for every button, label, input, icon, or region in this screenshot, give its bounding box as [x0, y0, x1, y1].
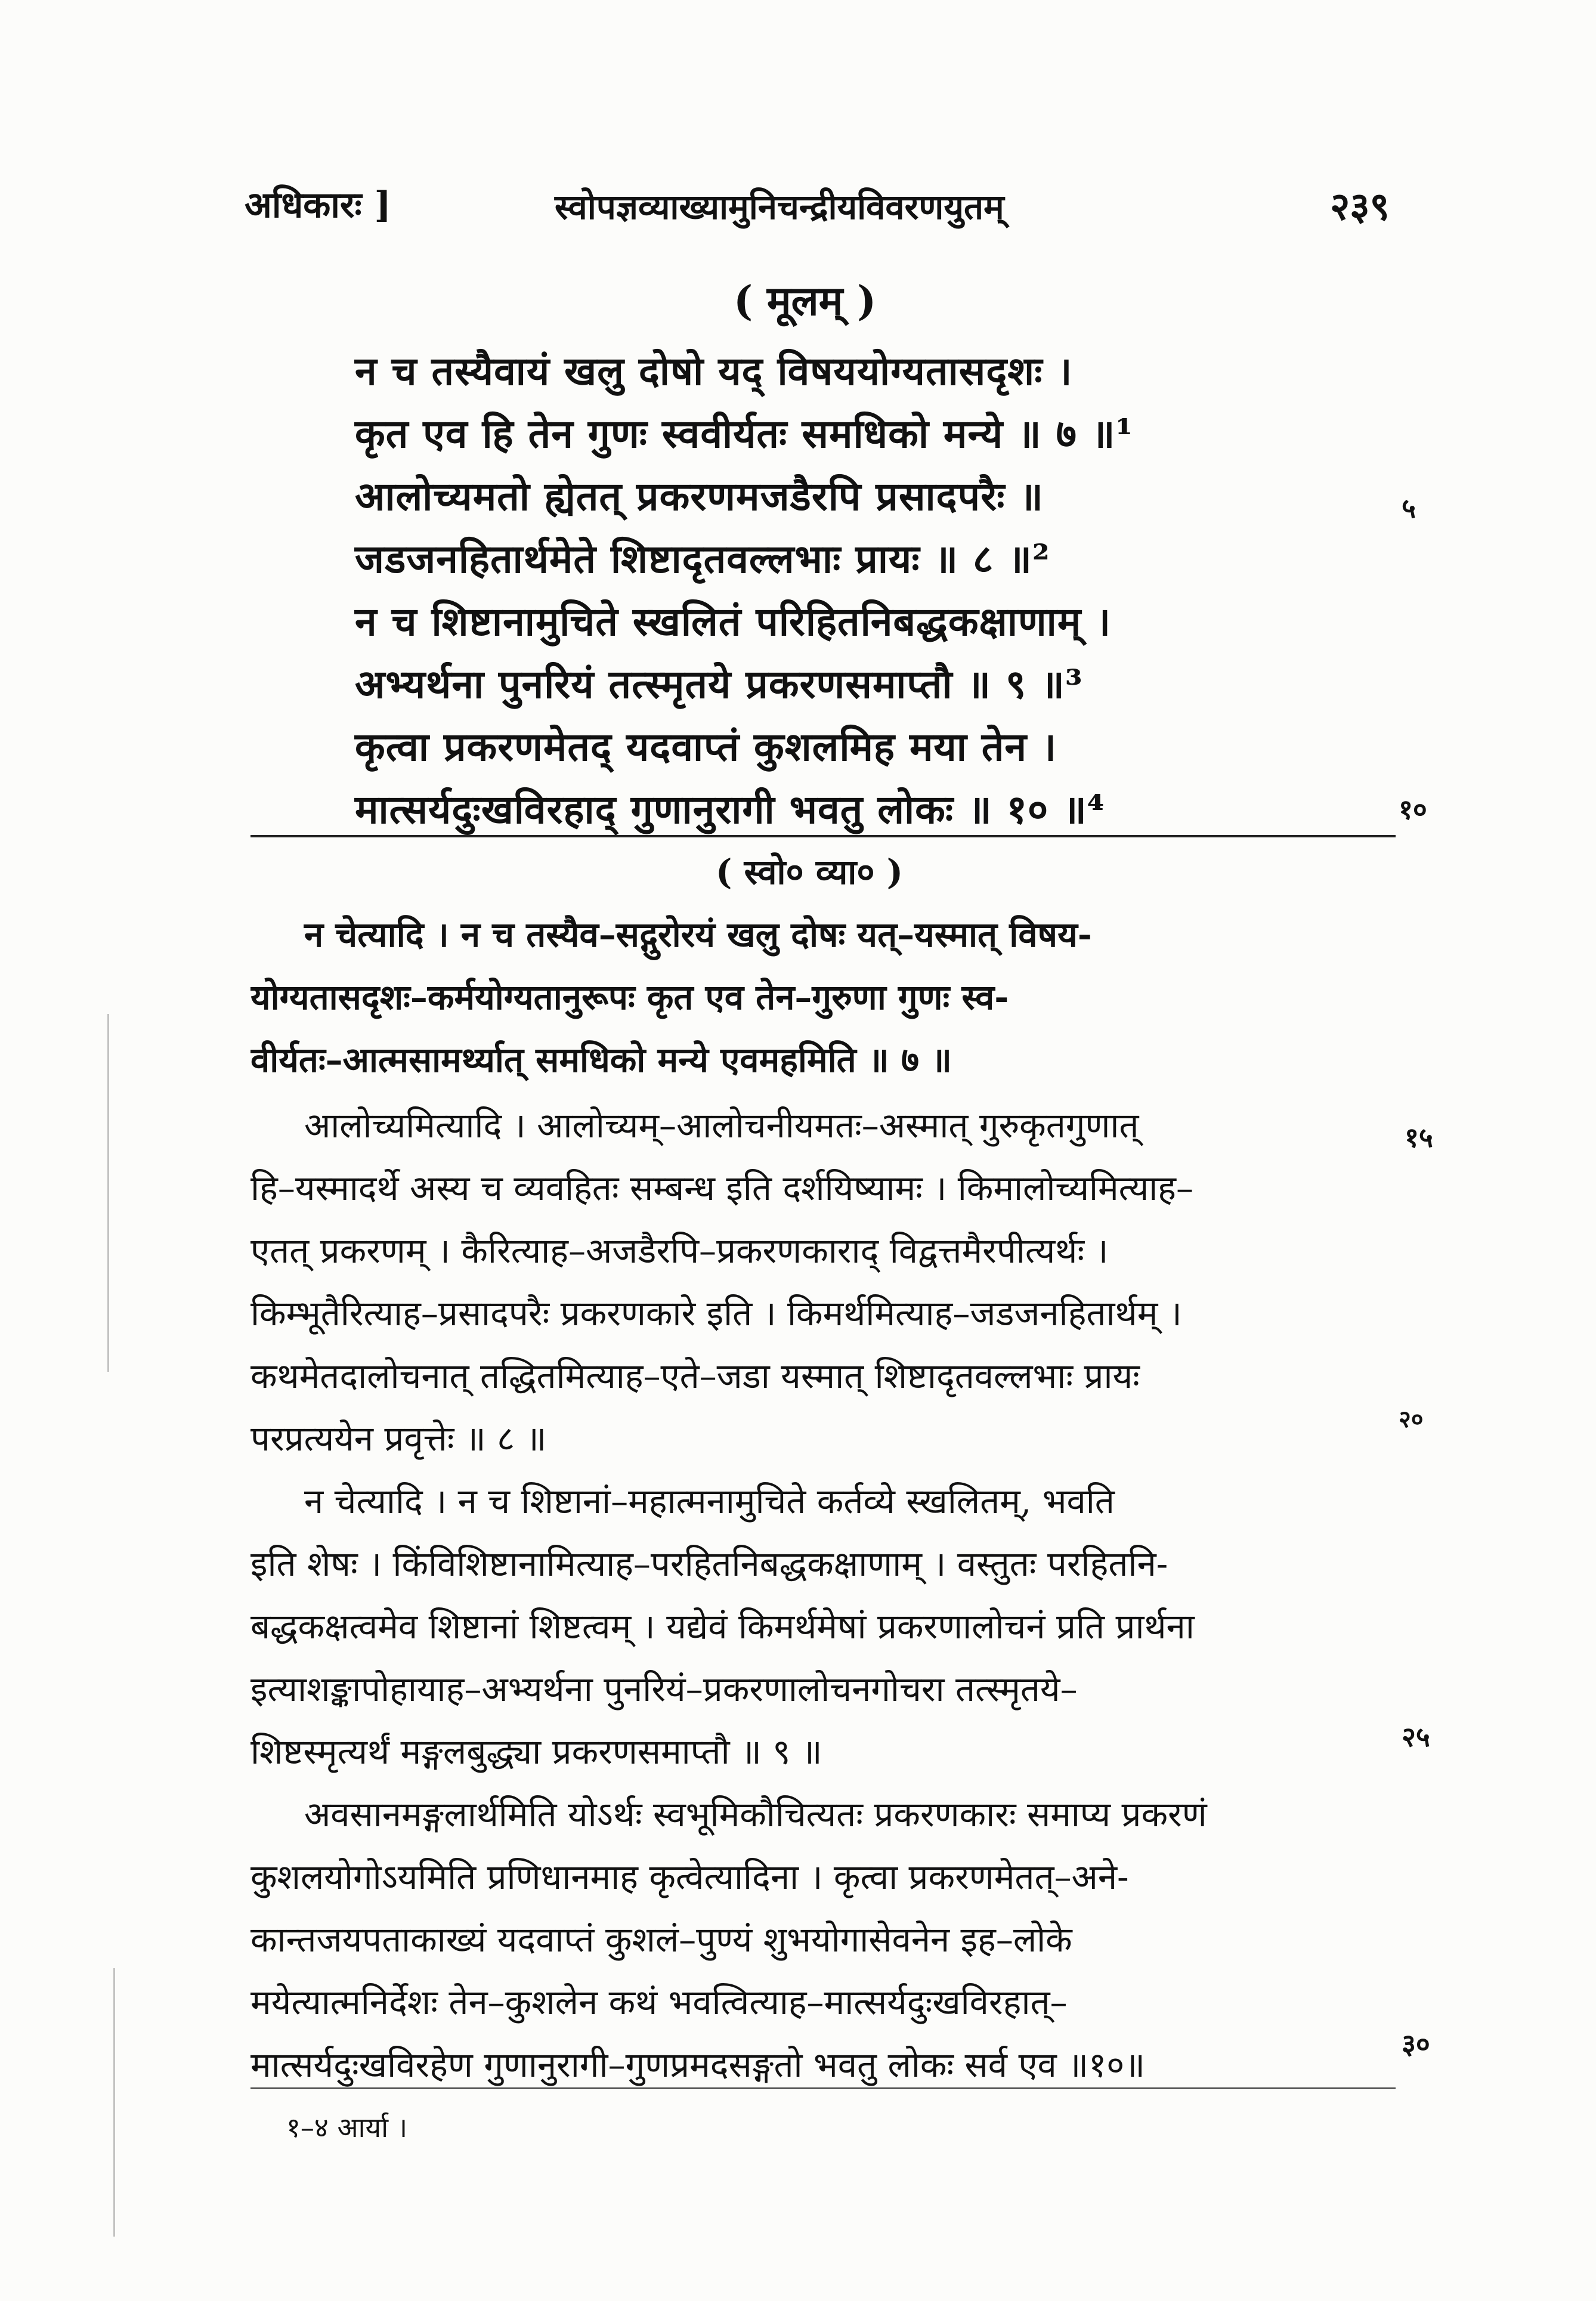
footnote: १–४ आर्या ।: [286, 2111, 408, 2144]
commentary-line: न चेत्यादि । न च शिष्टानां–महात्मनामुचिते कर्तव्ये स्खलितम्, भवति: [304, 1481, 1115, 1521]
margin-line-number: २०: [1399, 1405, 1424, 1433]
commentary-line: किम्भूतैरित्याह–प्रसादपरैः प्रकरणकारे इति । किमर्थमित्याह–जडजनहितार्थम् ।: [250, 1293, 1182, 1334]
page-number: २३९: [1330, 184, 1390, 229]
verse-line: मात्सर्यदुःखविरहाद् गुणानुरागी भवतु लोकः ॥ १० ॥⁴: [355, 786, 1105, 833]
section-divider: [250, 835, 1396, 837]
mulam-heading: ( मूलम् ): [734, 277, 877, 325]
verse-line: न च शिष्टानामुचिते स्खलितं परिहितनिबद्धकक्षाणाम् ।: [355, 598, 1112, 645]
verse-line: कृत एव हि तेन गुणः स्ववीर्यतः समधिको मन्ये ॥ ७ ॥¹: [355, 410, 1134, 457]
commentary-line: परप्रत्ययेन प्रवृत्तेः ॥ ८ ॥: [250, 1418, 547, 1459]
commentary-line: इत्याशङ्कापोहायाह–अभ्यर्थना पुनरियं–प्रकरणालोचनगोचरा तत्स्मृतये–: [250, 1669, 1078, 1709]
margin-line-number: ३०: [1402, 2028, 1430, 2060]
margin-line-number: १५: [1405, 1121, 1433, 1153]
commentary-paragraph: [250, 1470, 1402, 1783]
verse-line: जडजनहितार्थमेते शिष्टादृतवल्लभाः प्रायः ॥ ८ ॥²: [355, 536, 1050, 582]
margin-line-number: ५: [1402, 492, 1416, 524]
header-running-title: स्वोपज्ञव्याख्यामुनिचन्द्रीयविवरणयुतम्: [555, 187, 1004, 227]
commentary-paragraph: [250, 1783, 1402, 2096]
commentary-heading: ( स्वो० व्या० ): [716, 852, 904, 892]
commentary-line: आलोच्यमित्यादि । आलोच्यम्–आलोचनीयमतः–अस्मात् गुरुकृतगुणात्: [304, 1105, 1139, 1146]
commentary-line: हि–यस्मादर्थे अस्य च व्यवहितः सम्बन्ध इति दर्शयिष्यामः । किमालोच्यमित्याह–: [250, 1168, 1193, 1208]
commentary-line: मयेत्यात्मनिर्देशः तेन–कुशलेन कथं भवत्वित्याह–मात्सर्यदुःखविरहात्–: [250, 1982, 1068, 2022]
margin-line-number: १०: [1399, 793, 1427, 825]
commentary-line: योग्यतासदृशः–कर्मयोग्यतानुरूपः कृत एव तेन–गुरुणा गुणः स्व-: [250, 977, 1009, 1017]
header-section-label: अधिकारः ]: [245, 184, 391, 226]
commentary-line: वीर्यतः–आत्मसामर्थ्यात् समधिको मन्ये एवमहमिति ॥ ७ ॥: [250, 1040, 952, 1080]
commentary-line: मात्सर्यदुःखविरहेण गुणानुरागी–गुणप्रमदसङ्गतो भवतु लोकः सर्व एव ॥१०॥: [250, 2045, 1146, 2085]
scan-edge-line: [107, 1014, 109, 1372]
margin-line-number: २५: [1402, 1721, 1430, 1753]
footnote-divider: [250, 2087, 1396, 2089]
commentary-line: इति शेषः । किंविशिष्टानामित्याह–परहितनिबद्धकक्षाणाम् । वस्तुतः परहितनि-: [250, 1544, 1168, 1584]
verse-line: कृत्वा प्रकरणमेतद् यदवाप्तं कुशलमिह मया तेन ।: [355, 723, 1057, 770]
commentary-line: न चेत्यादि । न च तस्यैव–सद्गुरोरयं खलु दोषः यत्–यस्मात् विषय-: [304, 914, 1092, 955]
scan-edge-line: [113, 1968, 115, 2237]
commentary-paragraph: [250, 904, 1402, 1091]
commentary-line: शिष्टस्मृत्यर्थं मङ्गलबुद्ध्या प्रकरणसमाप्तौ ॥ ९ ॥: [250, 1731, 822, 1772]
commentary-line: बद्धकक्षत्वमेव शिष्टानां शिष्टत्वम् । यद्येवं किमर्थमेषां प्रकरणालोचनं प्रति प्रार्थना: [250, 1606, 1195, 1647]
commentary-line: कान्तजयपताकाख्यं यदवाप्तं कुशलं–पुण्यं शुभयोगासेवनेन इह–लोके: [250, 1919, 1072, 1960]
commentary-line: अवसानमङ्गलार्थमिति योऽर्थः स्वभूमिकौचित्यतः प्रकरणकारः समाप्य प्रकरणं: [304, 1794, 1207, 1835]
verse-line: आलोच्यमतो ह्येतत् प्रकरणमजडैरपि प्रसादपरैः ॥: [355, 473, 1044, 519]
commentary-paragraph: [250, 1094, 1402, 1470]
verse-line: अभ्यर्थना पुनरियं तत्स्मृतये प्रकरणसमाप्तौ ॥ ९ ॥³: [355, 661, 1083, 707]
verse-line: न च तस्यैवायं खलु दोषो यद् विषययोग्यतासदृशः ।: [355, 348, 1073, 394]
commentary-line: कथमेतदालोचनात् तद्धितमित्याह–एते–जडा यस्मात् शिष्टादृतवल्लभाः प्रायः: [250, 1356, 1140, 1396]
commentary-line: कुशलयोगोऽयमिति प्रणिधानमाह कृत्वेत्यादिना । कृत्वा प्रकरणमेतत्–अने-: [250, 1857, 1129, 1897]
commentary-line: एतत् प्रकरणम् । कैरित्याह–अजडैरपि–प्रकरणकाराद् विद्वत्तमैरपीत्यर्थः ।: [250, 1230, 1109, 1271]
